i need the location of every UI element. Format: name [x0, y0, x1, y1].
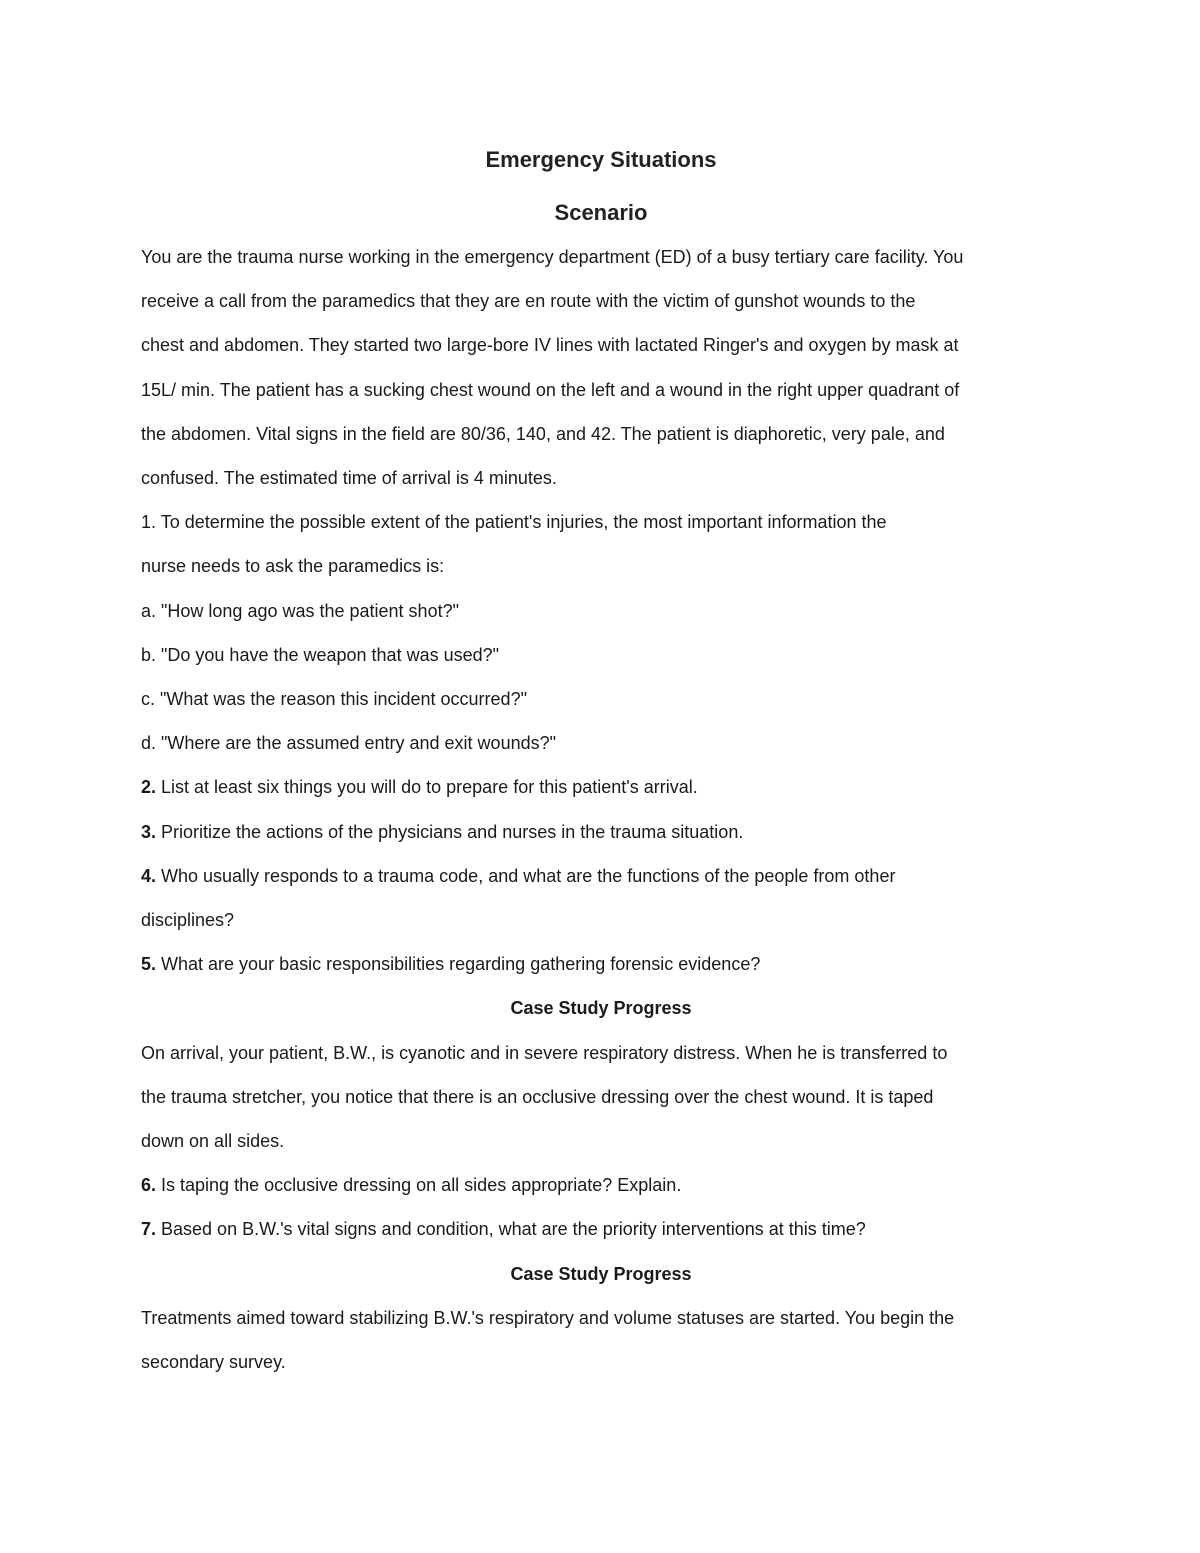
question-text: Prioritize the actions of the physicians and nurses in the trauma situation. [156, 821, 744, 842]
option-a: a. "How long ago was the patient shot?" [141, 600, 459, 621]
option-b: b. "Do you have the weapon that was used?" [141, 644, 500, 665]
scenario-line: the abdomen. Vital signs in the field are 80/36, 140, and 42. The patient is diaphoretic, very pale, and [141, 423, 945, 444]
progress-line: On arrival, your patient, B.W., is cyanotic and in severe respiratory distress. When he is transferred to [141, 1042, 948, 1063]
question-5 [141, 942, 1061, 986]
document-title: Emergency Situations [485, 147, 717, 172]
progress-line: the trauma stretcher, you notice that there is an occlusive dressing over the chest wound. It is taped [141, 1086, 934, 1107]
section-heading-case-study-progress: Case Study Progress [510, 998, 692, 1019]
document-body [141, 138, 1061, 1384]
question-number: 6. [141, 1175, 157, 1196]
question-7 [141, 1207, 1061, 1251]
question-text: Is taping the occlusive dressing on all sides appropriate? Explain. [156, 1175, 682, 1196]
question-number: 4. [141, 865, 157, 886]
question-number: 3. [141, 821, 157, 842]
question-1 [141, 500, 1061, 588]
question-number: 7. [141, 1219, 157, 1240]
question-6 [141, 1163, 1061, 1207]
option-c: c. "What was the reason this incident occurred?" [141, 689, 527, 710]
question-3 [141, 810, 1061, 854]
section-heading-case-study-progress: Case Study Progress [510, 1263, 692, 1284]
scenario-paragraph [141, 235, 1061, 500]
question-text: Based on B.W.'s vital signs and condition, what are the priority interventions at this time? [156, 1219, 866, 1240]
progress-paragraph-1 [141, 1031, 1061, 1164]
question-number: 5. [141, 954, 157, 975]
question-2 [141, 765, 1061, 809]
question-text: Who usually responds to a trauma code, and what are the functions of the people from other [156, 865, 896, 886]
question-number: 1. [141, 512, 157, 533]
question-text: nurse needs to ask the paramedics is: [141, 556, 445, 577]
progress-line: down on all sides. [141, 1131, 285, 1152]
question-text: What are your basic responsibilities regarding gathering forensic evidence? [156, 954, 761, 975]
question-4 [141, 854, 1061, 942]
question-text: List at least six things you will do to prepare for this patient's arrival. [156, 777, 698, 798]
section-heading-scenario: Scenario [554, 200, 648, 225]
option-d: d. "Where are the assumed entry and exit wounds?" [141, 733, 557, 754]
progress-line: secondary survey. [141, 1352, 286, 1373]
question-number: 2. [141, 777, 157, 798]
scenario-line: receive a call from the paramedics that they are en route with the victim of gunshot wounds to the [141, 291, 916, 312]
scenario-line: confused. The estimated time of arrival is 4 minutes. [141, 468, 557, 489]
scenario-line: chest and abdomen. They started two large-bore IV lines with lactated Ringer's and oxygen by mask at [141, 335, 959, 356]
question-text: To determine the possible extent of the patient's injuries, the most important information the [156, 512, 887, 533]
question-text: disciplines? [141, 910, 235, 931]
question-1-options [141, 589, 1061, 766]
progress-line: Treatments aimed toward stabilizing B.W.'s respiratory and volume statuses are started. You begin the [141, 1307, 955, 1328]
scenario-line: 15L/ min. The patient has a sucking chest wound on the left and a wound in the right upper quadrant of [141, 379, 960, 400]
scenario-line: You are the trauma nurse working in the emergency department (ED) of a busy tertiary care facility. You [141, 247, 964, 267]
progress-paragraph-2 [141, 1296, 1061, 1384]
